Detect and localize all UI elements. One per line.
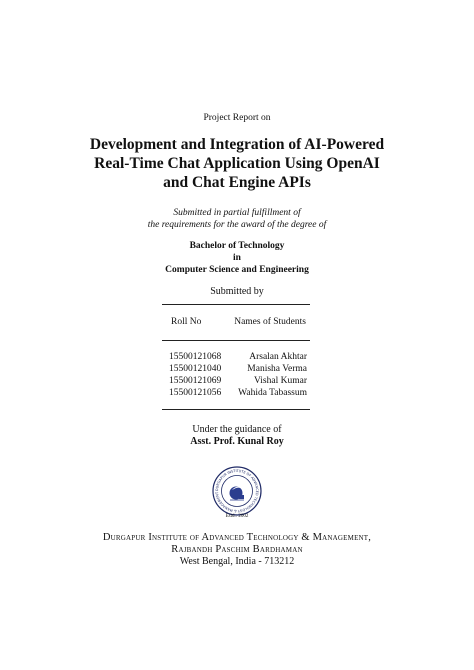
roll-number: 15500121068	[169, 352, 222, 362]
title-line-2: Real-Time Chat Application Using OpenAI	[94, 155, 380, 172]
report-label: Project Report on	[203, 113, 271, 123]
roll-number: 15500121040	[169, 364, 222, 374]
title-line-3: and Chat Engine APIs	[163, 174, 311, 191]
submission-note	[0, 207, 474, 231]
institute-seal-icon	[212, 466, 262, 516]
students-table	[169, 351, 307, 399]
title-line-1: Development and Integration of AI-Powered	[89, 136, 385, 153]
seal-ring-text: DURGAPUR INSTITUTE OF ADVANCED TECHNOLOGY & MANAGEMENT	[214, 468, 260, 514]
report-title	[0, 135, 474, 192]
table-row	[169, 387, 307, 399]
degree-name: Bachelor of Technology	[189, 241, 285, 251]
degree-connector: in	[233, 253, 241, 263]
submission-note-line-2: the requirements for the award of the degree of	[147, 220, 327, 230]
institute-address: West Bengal, India - 713212	[179, 556, 295, 567]
degree-discipline: Computer Science and Engineering	[165, 265, 309, 275]
table-bottom-rule	[162, 409, 310, 410]
student-names-header: Names of Students	[234, 317, 306, 327]
roll-no-header: Roll No	[171, 317, 202, 327]
table-row	[169, 375, 307, 387]
institute-name: Durgapur Institute of Advanced Technology & Management,	[102, 532, 372, 543]
student-name: Vishal Kumar	[254, 376, 307, 386]
roll-number: 15500121056	[169, 388, 222, 398]
guide-name: Asst. Prof. Kunal Roy	[190, 436, 284, 447]
submitted-by-label: Submitted by	[210, 286, 264, 297]
table-header-rule	[162, 340, 310, 341]
table-row	[169, 351, 307, 363]
roll-number: 15500121069	[169, 376, 222, 386]
institute-location: Rajbandh Paschim Bardhaman	[171, 544, 303, 555]
guidance-label: Under the guidance of	[192, 424, 282, 435]
student-name: Arsalan Akhtar	[249, 352, 307, 362]
student-name: Wahida Tabassum	[238, 388, 307, 398]
degree-block	[0, 240, 474, 276]
submission-note-line-1: Submitted in partial fulfillment of	[173, 208, 301, 218]
table-row	[169, 363, 307, 375]
table-top-rule	[162, 304, 310, 305]
seal-estd-text: Estd.: 2002	[225, 514, 249, 519]
student-name: Manisha Verma	[247, 364, 307, 374]
